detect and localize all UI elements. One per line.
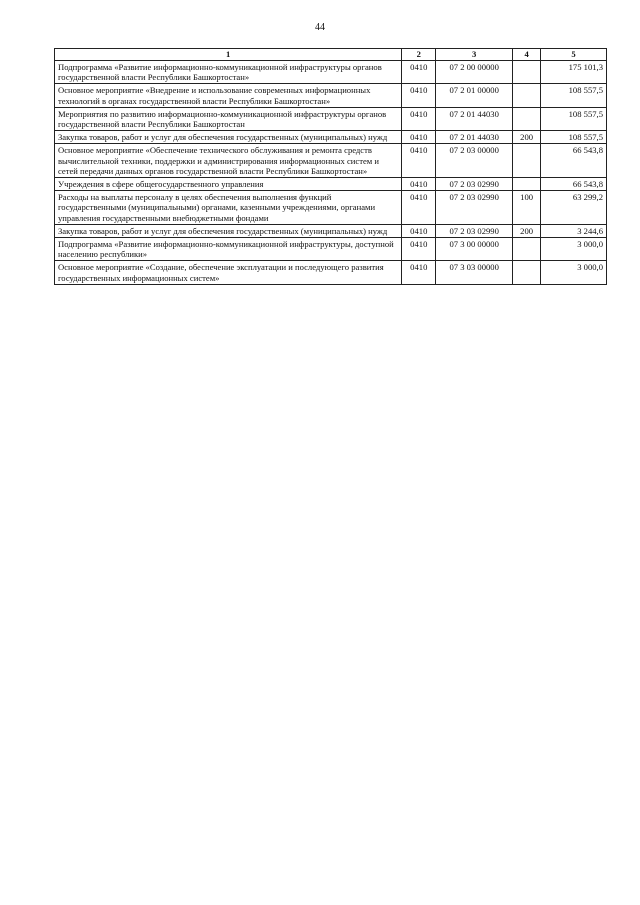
row-name: Основное мероприятие «Внедрение и использование современных информационных технологий в органах государственной власти Республики Башкортостан» — [55, 84, 402, 107]
row-name: Закупка товаров, работ и услуг для обеспечения государственных (муниципальных) нужд — [55, 131, 402, 144]
row-target-article: 07 2 01 00000 — [436, 84, 513, 107]
table-row — [55, 131, 607, 144]
budget-table — [54, 48, 607, 285]
row-amount: 3 244,6 — [541, 224, 607, 237]
row-expense-type — [513, 84, 541, 107]
row-expense-type: 100 — [513, 191, 541, 225]
row-name: Подпрограмма «Развитие информационно-коммуникационной инфраструктуры органов государственной власти Республики Башкортостан» — [55, 61, 402, 84]
row-target-article: 07 2 01 44030 — [436, 131, 513, 144]
row-section-code: 0410 — [402, 238, 436, 261]
row-section-code: 0410 — [402, 144, 436, 178]
table-row — [55, 224, 607, 237]
row-section-code: 0410 — [402, 224, 436, 237]
row-expense-type — [513, 178, 541, 191]
row-target-article: 07 2 03 02990 — [436, 191, 513, 225]
row-amount: 108 557,5 — [541, 84, 607, 107]
row-amount: 108 557,5 — [541, 131, 607, 144]
row-name: Учреждения в сфере общегосударственного управления — [55, 178, 402, 191]
row-amount: 3 000,0 — [541, 238, 607, 261]
row-amount: 63 299,2 — [541, 191, 607, 225]
table-row — [55, 238, 607, 261]
row-name: Закупка товаров, работ и услуг для обеспечения государственных (муниципальных) нужд — [55, 224, 402, 237]
row-name: Мероприятия по развитию информационно-коммуникационной инфраструктуры органов государственной власти Республики Башкортостан — [55, 107, 402, 130]
row-section-code: 0410 — [402, 131, 436, 144]
table-row — [55, 107, 607, 130]
row-target-article: 07 2 03 00000 — [436, 144, 513, 178]
row-expense-type — [513, 144, 541, 178]
row-amount: 66 543,8 — [541, 144, 607, 178]
row-expense-type: 200 — [513, 224, 541, 237]
table-row — [55, 144, 607, 178]
row-expense-type — [513, 238, 541, 261]
row-expense-type — [513, 261, 541, 284]
row-section-code: 0410 — [402, 107, 436, 130]
row-section-code: 0410 — [402, 84, 436, 107]
row-expense-type: 200 — [513, 131, 541, 144]
table-row — [55, 84, 607, 107]
header-col-2: 2 — [402, 49, 436, 61]
table-row — [55, 61, 607, 84]
row-amount: 108 557,5 — [541, 107, 607, 130]
table-row — [55, 178, 607, 191]
header-col-5: 5 — [541, 49, 607, 61]
row-name: Основное мероприятие «Создание, обеспечение эксплуатации и последующего развития государственных информационных систем» — [55, 261, 402, 284]
row-target-article: 07 2 01 44030 — [436, 107, 513, 130]
row-name: Расходы на выплаты персоналу в целях обеспечения выполнения функций государственными (муниципальными) органами, казенными учреждениями, органами управления государственными внебюджетными фондами — [55, 191, 402, 225]
header-col-4: 4 — [513, 49, 541, 61]
header-col-3: 3 — [436, 49, 513, 61]
row-section-code: 0410 — [402, 178, 436, 191]
row-name: Основное мероприятие «Обеспечение технического обслуживания и ремонта средств вычислительной техники, поддержки и администрирования информационных систем и сетей передачи данных органов государственной власти Республики Башкортостан» — [55, 144, 402, 178]
table-row — [55, 191, 607, 225]
header-row — [55, 49, 607, 61]
row-target-article: 07 2 03 02990 — [436, 224, 513, 237]
row-expense-type — [513, 61, 541, 84]
page-number: 44 — [315, 22, 325, 33]
row-amount: 66 543,8 — [541, 178, 607, 191]
row-amount: 3 000,0 — [541, 261, 607, 284]
header-col-1: 1 — [55, 49, 402, 61]
row-amount: 175 101,3 — [541, 61, 607, 84]
row-section-code: 0410 — [402, 261, 436, 284]
table-row — [55, 261, 607, 284]
row-expense-type — [513, 107, 541, 130]
row-name: Подпрограмма «Развитие информационно-коммуникационной инфраструктуры, доступной населению республики» — [55, 238, 402, 261]
row-section-code: 0410 — [402, 191, 436, 225]
row-target-article: 07 3 03 00000 — [436, 261, 513, 284]
row-target-article: 07 2 00 00000 — [436, 61, 513, 84]
row-target-article: 07 2 03 02990 — [436, 178, 513, 191]
row-target-article: 07 3 00 00000 — [436, 238, 513, 261]
row-section-code: 0410 — [402, 61, 436, 84]
